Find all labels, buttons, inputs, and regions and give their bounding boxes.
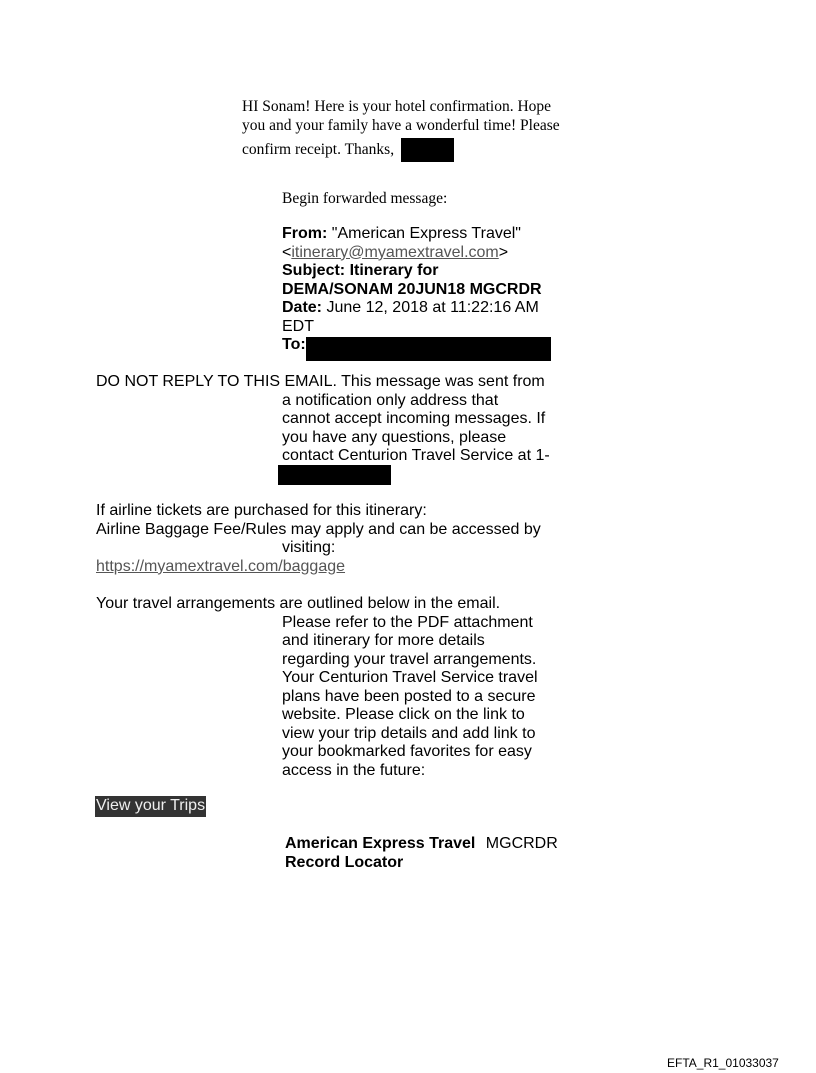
- from-row: [282, 225, 542, 244]
- redacted-signature: [401, 138, 454, 162]
- date-value: June 12, 2018 at 11:22:16 AM: [322, 299, 539, 316]
- locator-label-line-2: Record Locator: [285, 853, 404, 871]
- to-label: To:: [282, 336, 306, 353]
- baggage-line-1: If airline tickets are purchased for this itinerary:: [96, 502, 427, 519]
- arrangements-line: your bookmarked favorites for easy: [282, 743, 532, 760]
- personal-note: [242, 97, 560, 159]
- arrangements-line: regarding your travel arrangements.: [282, 650, 537, 668]
- note-line-text: confirm receipt. Thanks,: [242, 141, 395, 158]
- email-headers: [282, 225, 542, 355]
- locator-label: American Express Travel: [285, 835, 476, 852]
- from-label: From:: [282, 225, 328, 242]
- from-email-link[interactable]: itinerary@myamextravel.com: [291, 243, 499, 261]
- arrangements-body: [282, 614, 538, 781]
- forwarded-header: Begin forwarded message:: [282, 190, 448, 207]
- arrangements-line: plans have been posted to a secure: [282, 687, 536, 705]
- date-row: [282, 299, 542, 318]
- notice-line: a notification only address that: [282, 391, 499, 409]
- notice-body: [282, 392, 550, 466]
- redacted-recipient: [306, 337, 551, 361]
- date-label: Date:: [282, 299, 323, 316]
- redacted-phone: [278, 465, 391, 485]
- subject-label: Subject: Itinerary for: [282, 262, 439, 279]
- arrangements-line: access in the future:: [282, 761, 426, 779]
- arrangements-line: website. Please click on the link to: [282, 706, 525, 723]
- arrangements-line: and itinerary for more details: [282, 632, 485, 649]
- record-locator: [285, 835, 558, 872]
- from-name: "American Express Travel": [327, 225, 521, 242]
- arrangements-line: Your Centurion Travel Service travel: [282, 669, 538, 686]
- notice-line: you have any questions, please: [282, 428, 507, 446]
- note-line: [242, 135, 560, 159]
- locator-value: MGCRDR: [485, 835, 558, 852]
- arrangements-first-line: Your travel arrangements are outlined below in the email.: [96, 595, 501, 612]
- subject-value: DEMA/SONAM 20JUN18 MGCRDR: [282, 280, 542, 298]
- arrangements-line: Please refer to the PDF attachment: [282, 613, 533, 631]
- view-trips-button[interactable]: View your Trips: [95, 796, 206, 817]
- locator-row: [285, 835, 558, 854]
- document-id: EFTA_R1_01033037: [667, 1056, 779, 1070]
- note-line: HI Sonam! Here is your hotel confirmation. Hope: [242, 98, 552, 115]
- note-line: you and your family have a wonderful time! Please: [242, 117, 560, 134]
- baggage-line-2: Airline Baggage Fee/Rules may apply and can be accessed by: [96, 520, 541, 538]
- date-timezone: EDT: [282, 317, 314, 335]
- notice-line: contact Centurion Travel Service at 1-: [282, 447, 550, 464]
- baggage-url-link[interactable]: https://myamextravel.com/baggage: [96, 557, 346, 575]
- baggage-line-3: visiting:: [282, 539, 336, 556]
- from-email-row: <itinerary@myamextravel.com>: [282, 243, 509, 261]
- arrangements-line: view your trip details and add link to: [282, 724, 536, 742]
- notice-first-line: DO NOT REPLY TO THIS EMAIL. This message was sent from: [96, 373, 545, 390]
- notice-line: cannot accept incoming messages. If: [282, 410, 546, 427]
